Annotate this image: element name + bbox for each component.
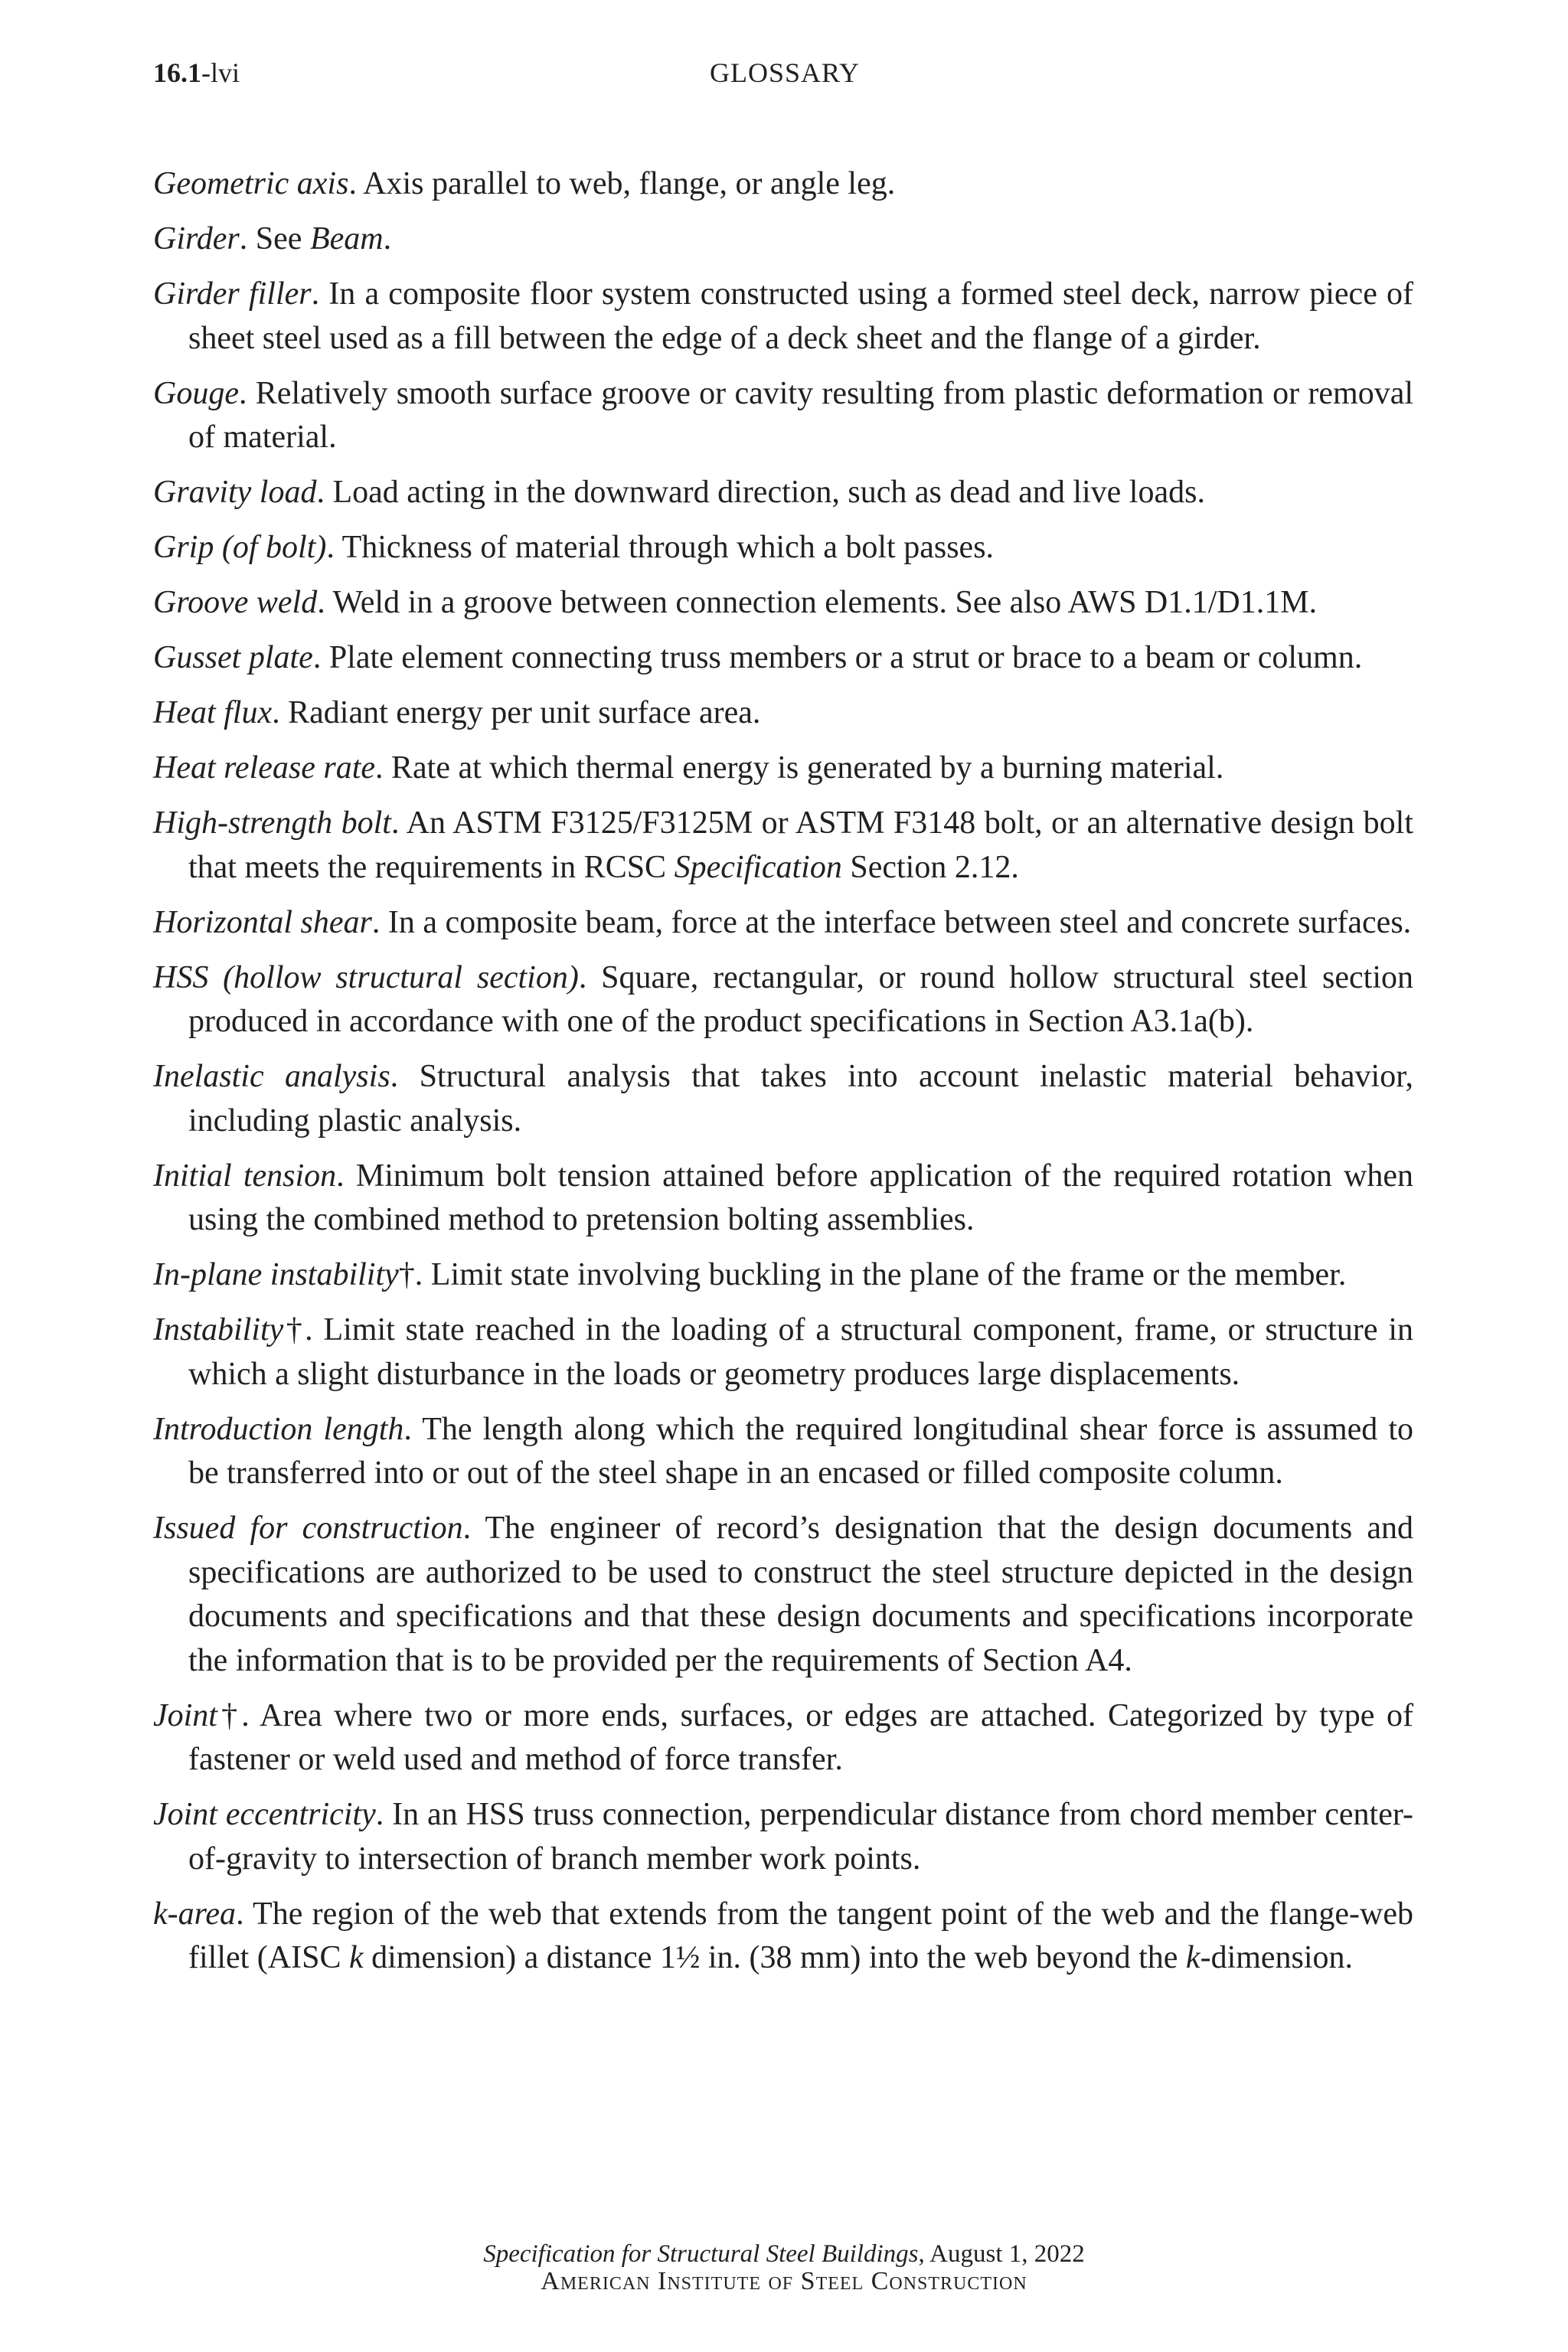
glossary-definition: An ASTM F3125/F3125M or ASTM F3148 bolt, or an alternative design bolt that meets the requirements in RCSC [188, 805, 1413, 885]
term-separator: †. [283, 1312, 324, 1348]
definition-italic-ref: Specification [674, 849, 842, 885]
footer-title: Specification for Structural Steel Buildings [483, 2240, 919, 2268]
definition-continuation: Section 2.12. [841, 849, 1019, 885]
term-separator: . [316, 475, 333, 510]
glossary-term: Gusset plate [153, 640, 313, 675]
glossary-definition: In an HSS truss connection, perpendicular distance from chord member center-of-gravity to intersection of branch member work points. [188, 1797, 1413, 1877]
glossary-definition: The length along which the required longitudinal shear force is assumed to be transferred into or out of the steel shape in an encased or filled composite column. [188, 1411, 1413, 1491]
term-separator: †. [217, 1697, 260, 1733]
definition-continuation: . [383, 221, 392, 256]
term-separator: . [326, 530, 342, 565]
glossary-term: Heat flux [153, 695, 273, 730]
glossary-entry [153, 1253, 1413, 1298]
glossary-definition: See [255, 221, 310, 256]
term-separator: . [578, 959, 602, 995]
glossary-term: Grip (of bolt) [153, 530, 327, 565]
glossary-entry [153, 746, 1413, 791]
glossary-definition: Square, rectangular, or round hollow structural steel section produced in accordance with one of the product specifications in Section A3.1a(b). [188, 959, 1413, 1039]
glossary-term: Horizontal shear [153, 904, 372, 940]
glossary-term: Initial tension [153, 1158, 337, 1194]
definition-italic-ref: Beam [309, 221, 384, 256]
glossary-definition: Minimum bolt tension attained before application of the required rotation when using the combined method to pretension bolting assemblies. [188, 1158, 1413, 1237]
term-separator: . [403, 1411, 423, 1447]
glossary-definition: Plate element connecting truss members or a strut or brace to a beam or column. [328, 640, 1363, 675]
page-number-suffix: -lvi [201, 57, 240, 88]
term-separator: . [375, 750, 392, 786]
glossary-entry [153, 372, 1413, 460]
footer-publisher: American Institute of Steel Construction [541, 2267, 1027, 2295]
glossary-term: High-strength bolt [153, 805, 391, 841]
glossary-definition: Load acting in the downward direction, such as dead and live loads. [332, 475, 1205, 510]
glossary-term: Joint [153, 1697, 217, 1733]
page-header [153, 57, 1416, 100]
glossary-definition: Limit state reached in the loading of a structural component, frame, or structure in which a slight disturbance in the loads or geometry produces large displacements. [188, 1312, 1413, 1392]
term-separator: . [238, 375, 256, 411]
glossary-entry [153, 526, 1413, 570]
glossary-term: Girder [153, 221, 240, 256]
definition-italic-ref: k [1185, 1940, 1200, 1975]
glossary-term: k-area [153, 1896, 237, 1932]
term-separator: . [375, 1797, 393, 1832]
glossary-definition: The engineer of record’s designation that the design documents and specifications are authorized to be used to construct the steel structure depicted in the design documents and specifications and that these design documents and specifications incorporate the information that is to be provided per the requirements of Section A4. [188, 1511, 1414, 1678]
term-separator: . [462, 1511, 485, 1546]
running-head: GLOSSARY [709, 57, 861, 88]
term-separator: . [348, 166, 364, 201]
glossary-entry [153, 162, 1413, 207]
glossary-term: Instability [153, 1312, 284, 1348]
glossary-entry [153, 273, 1413, 361]
term-separator: . [317, 585, 333, 620]
glossary-term: Introduction length [153, 1411, 404, 1447]
glossary-definition: Thickness of material through which a bolt passes. [341, 530, 995, 565]
glossary-definition: The region of the web that extends from the tangent point of the web and the flange-web fillet (AISC [188, 1896, 1413, 1975]
glossary-term: Geometric axis [153, 166, 349, 201]
term-separator: . [390, 1059, 420, 1094]
glossary-term: Joint eccentricity [153, 1797, 376, 1832]
glossary-definition: Radiant energy per unit surface area. [288, 695, 761, 730]
term-separator: . [311, 276, 329, 312]
glossary-entry [153, 471, 1413, 515]
glossary-definition: Limit state involving buckling in the plane of the frame or the member. [430, 1257, 1347, 1292]
glossary-term: Gouge [153, 375, 239, 411]
glossary-entry [153, 1408, 1413, 1496]
glossary-entry [153, 691, 1413, 736]
glossary-entry [153, 217, 1413, 262]
glossary-term: Inelastic analysis [153, 1059, 390, 1094]
term-separator: . [236, 1896, 253, 1932]
glossary-entry [153, 1893, 1413, 1981]
footer-date: , August 1, 2022 [918, 2240, 1085, 2268]
glossary-list [153, 162, 1413, 1991]
term-separator: . [390, 805, 407, 841]
term-separator: . [336, 1158, 356, 1194]
glossary-entry [153, 581, 1413, 626]
term-separator: . [272, 695, 289, 730]
glossary-definition: Area where two or more ends, surfaces, or edges are attached. Categorized by type of fastener or weld used and method of force transfer. [188, 1697, 1413, 1777]
glossary-entry [153, 901, 1413, 946]
glossary-definition: Rate at which thermal energy is generated by a burning material. [391, 750, 1224, 786]
term-separator: . [239, 221, 256, 256]
glossary-term: In-plane instability [153, 1257, 399, 1292]
glossary-term: HSS (hollow structural section) [153, 959, 579, 995]
glossary-entry [153, 636, 1413, 681]
glossary-term: Issued for construction [153, 1511, 463, 1546]
definition-continuation: dimension) a distance 1½ in. (38 mm) into the web beyond the [363, 1940, 1186, 1975]
glossary-definition: Axis parallel to web, flange, or angle leg. [363, 166, 896, 201]
glossary-entry [153, 1694, 1413, 1782]
glossary-definition: In a composite floor system constructed using a formed steel deck, narrow piece of sheet steel used as a fill between the edge of a deck sheet and the flange of a girder. [188, 276, 1414, 356]
glossary-entry [153, 1308, 1413, 1396]
page-footer [0, 2240, 1568, 2295]
footer-publication-line [0, 2240, 1568, 2268]
glossary-definition: Weld in a groove between connection elements. See also AWS D1.1/D1.1M. [332, 585, 1318, 620]
term-separator: †. [398, 1257, 431, 1292]
glossary-entry [153, 1155, 1413, 1243]
glossary-entry [153, 1055, 1413, 1143]
glossary-definition: Structural analysis that takes into account inelastic material behavior, including plastic analysis. [188, 1059, 1414, 1138]
page-number-bold: 16.1 [153, 57, 201, 88]
glossary-entry [153, 956, 1413, 1044]
glossary-entry [153, 802, 1413, 890]
glossary-definition: In a composite beam, force at the interface between steel and concrete surfaces. [387, 904, 1412, 940]
term-separator: . [371, 904, 388, 940]
definition-continuation: -dimension. [1200, 1940, 1354, 1975]
term-separator: . [312, 640, 329, 675]
glossary-entry [153, 1793, 1413, 1881]
glossary-entry [153, 1507, 1413, 1683]
glossary-term: Gravity load [153, 475, 317, 510]
glossary-definition: Relatively smooth surface groove or cavity resulting from plastic deformation or removal of material. [188, 375, 1414, 455]
glossary-term: Groove weld [153, 585, 318, 620]
definition-italic-ref: k [348, 1940, 364, 1975]
glossary-term: Girder filler [153, 276, 312, 312]
glossary-term: Heat release rate [153, 750, 376, 786]
